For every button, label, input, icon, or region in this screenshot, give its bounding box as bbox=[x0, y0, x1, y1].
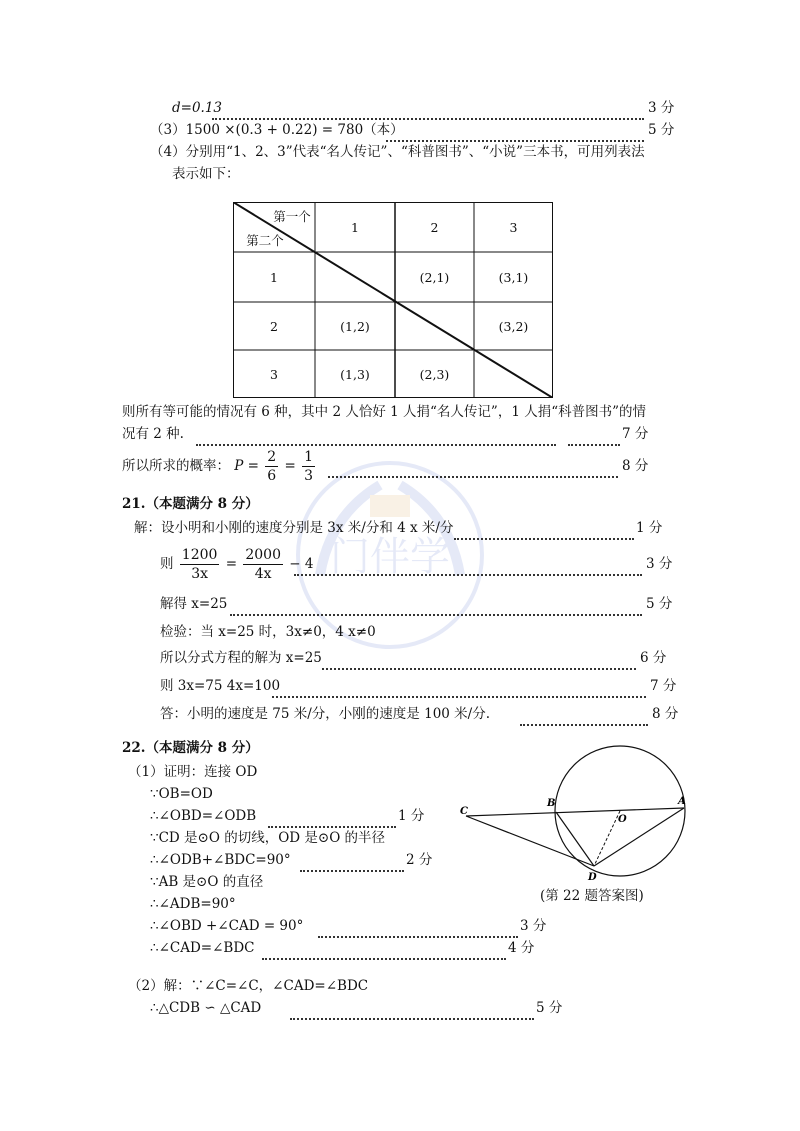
table-cell: (2,1) bbox=[419, 269, 450, 285]
score: 7 分 bbox=[622, 426, 649, 442]
s20-line6: 况有 2 种. bbox=[122, 426, 184, 442]
table-cell: (3,1) bbox=[498, 269, 529, 285]
fraction: $\frac{2}{6}$ bbox=[267, 449, 277, 484]
leader-dots bbox=[520, 704, 648, 726]
table-col-header: 3 bbox=[509, 219, 518, 235]
score: 5 分 bbox=[646, 596, 673, 612]
s21-line3: 解得 x=25 bbox=[160, 596, 228, 612]
table-col-header: 2 bbox=[430, 219, 439, 235]
point-label-c: C bbox=[460, 806, 468, 817]
leader-dots bbox=[386, 120, 644, 142]
s20-line1: d=0.13 bbox=[172, 100, 223, 116]
s20-line2: （3）1500 ×(0.3 + 0.22) = 780（本） bbox=[150, 122, 404, 138]
score: 4 分 bbox=[508, 940, 535, 956]
leader-dots bbox=[212, 98, 644, 120]
score: 7 分 bbox=[650, 678, 677, 694]
score: 2 分 bbox=[406, 852, 433, 868]
table-cell: (1,2) bbox=[340, 318, 370, 334]
score: 5 分 bbox=[648, 122, 675, 138]
table-cell: (3,2) bbox=[498, 318, 529, 334]
table-row-header: 3 bbox=[270, 366, 278, 382]
s21-line1: 解：设小明和小刚的速度分别是 3x 米/分和 4 x 米/分 bbox=[134, 520, 454, 536]
leader-dots bbox=[568, 424, 620, 446]
leader-dots bbox=[300, 850, 404, 872]
leader-dots bbox=[230, 594, 642, 616]
geometry-figure bbox=[458, 740, 698, 890]
table-cell: (1,3) bbox=[340, 366, 370, 382]
s20-line3: （4）分别用“1、2、3”代表“名人传记”、“科普图书”、“小说”三本书，可用列表法 bbox=[150, 144, 645, 160]
score: 6 分 bbox=[640, 650, 667, 666]
table-cell: (2,3) bbox=[419, 366, 450, 382]
score: 8 分 bbox=[652, 706, 679, 722]
score: 1 分 bbox=[636, 520, 663, 536]
table-corner-bottom: 第二个 bbox=[246, 233, 284, 248]
leader-dots bbox=[322, 648, 636, 670]
figure-caption: (第 22 题答案图) bbox=[540, 888, 644, 904]
score: 3 分 bbox=[520, 918, 547, 934]
s22-line1: （1）证明：连接 OD bbox=[128, 764, 258, 780]
point-label-a: A bbox=[678, 796, 686, 807]
s21-line2: 则 $\frac{1200}{3x}$ = $\frac{2000}{4x}$ − 4 bbox=[160, 547, 314, 582]
leader-dots bbox=[196, 424, 556, 446]
leader-dots bbox=[294, 554, 642, 576]
watermark-text: 门伴学 bbox=[330, 534, 450, 580]
score: 3 分 bbox=[646, 556, 673, 572]
s22-line3: ∴∠OBD=∠ODB bbox=[150, 808, 257, 824]
table-row-header: 2 bbox=[270, 318, 278, 334]
leader-dots bbox=[268, 806, 396, 828]
leader-dots bbox=[272, 676, 646, 698]
s22-line4: ∵CD 是⊙O 的切线，OD 是⊙O 的半径 bbox=[150, 830, 386, 846]
s22-line5: ∴∠ODB+∠BDC=90° bbox=[150, 852, 291, 868]
s22-line11: ∴△CDB ∽ △CAD bbox=[150, 1000, 262, 1016]
table-row-header: 1 bbox=[270, 269, 278, 285]
s22-line10: （2）解：∵∠C=∠C，∠CAD=∠BDC bbox=[128, 978, 369, 994]
score: 1 分 bbox=[398, 808, 425, 824]
leader-dots bbox=[328, 456, 618, 478]
s22-line7: ∴∠ADB=90° bbox=[150, 896, 236, 912]
leader-dots bbox=[318, 916, 518, 938]
outcome-table bbox=[233, 202, 553, 398]
q22-title: 22.（本题满分 8 分） bbox=[122, 740, 259, 756]
leader-dots bbox=[454, 518, 634, 540]
fraction: $\frac{1}{3}$ bbox=[304, 449, 314, 484]
score: 5 分 bbox=[536, 1000, 563, 1016]
q21-title: 21.（本题满分 8 分） bbox=[122, 496, 259, 512]
score: 8 分 bbox=[622, 458, 649, 474]
s20-line4: 表示如下： bbox=[172, 166, 240, 182]
point-label-d: D bbox=[588, 872, 597, 883]
s21-line5: 所以分式方程的解为 x=25 bbox=[160, 650, 322, 666]
fraction: $\frac{1200}{3x}$ bbox=[181, 547, 218, 582]
leader-dots bbox=[262, 938, 506, 960]
leader-dots bbox=[290, 998, 534, 1020]
table-corner-top: 第一个 bbox=[273, 209, 311, 224]
table-col-header: 1 bbox=[351, 219, 359, 235]
s20-line7: 所以所求的概率： P = $\frac{2}{6}$ = $\frac{1}{3}$ bbox=[122, 449, 314, 484]
score: 3 分 bbox=[648, 100, 675, 116]
s22-line9: ∴∠CAD=∠BDC bbox=[150, 940, 255, 956]
s22-line8: ∴∠OBD +∠CAD = 90° bbox=[150, 918, 304, 934]
fraction: $\frac{2000}{4x}$ bbox=[245, 547, 281, 582]
point-label-b: B bbox=[547, 798, 556, 809]
s22-line2: ∵OB=OD bbox=[150, 786, 213, 802]
s20-line5: 则所有等可能的情况有 6 种，其中 2 人恰好 1 人捐“名人传记”，1 人捐“科普图书”的情 bbox=[122, 404, 647, 420]
s21-line7: 答：小明的速度是 75 米/分，小刚的速度是 100 米/分. bbox=[160, 706, 490, 722]
s22-line6: ∵AB 是⊙O 的直径 bbox=[150, 874, 264, 890]
point-label-o: O bbox=[618, 814, 627, 825]
s21-line4: 检验：当 x=25 时，3x≠0，4 x≠0 bbox=[160, 624, 376, 640]
s21-line6: 则 3x=75 4x=100 bbox=[160, 678, 281, 694]
